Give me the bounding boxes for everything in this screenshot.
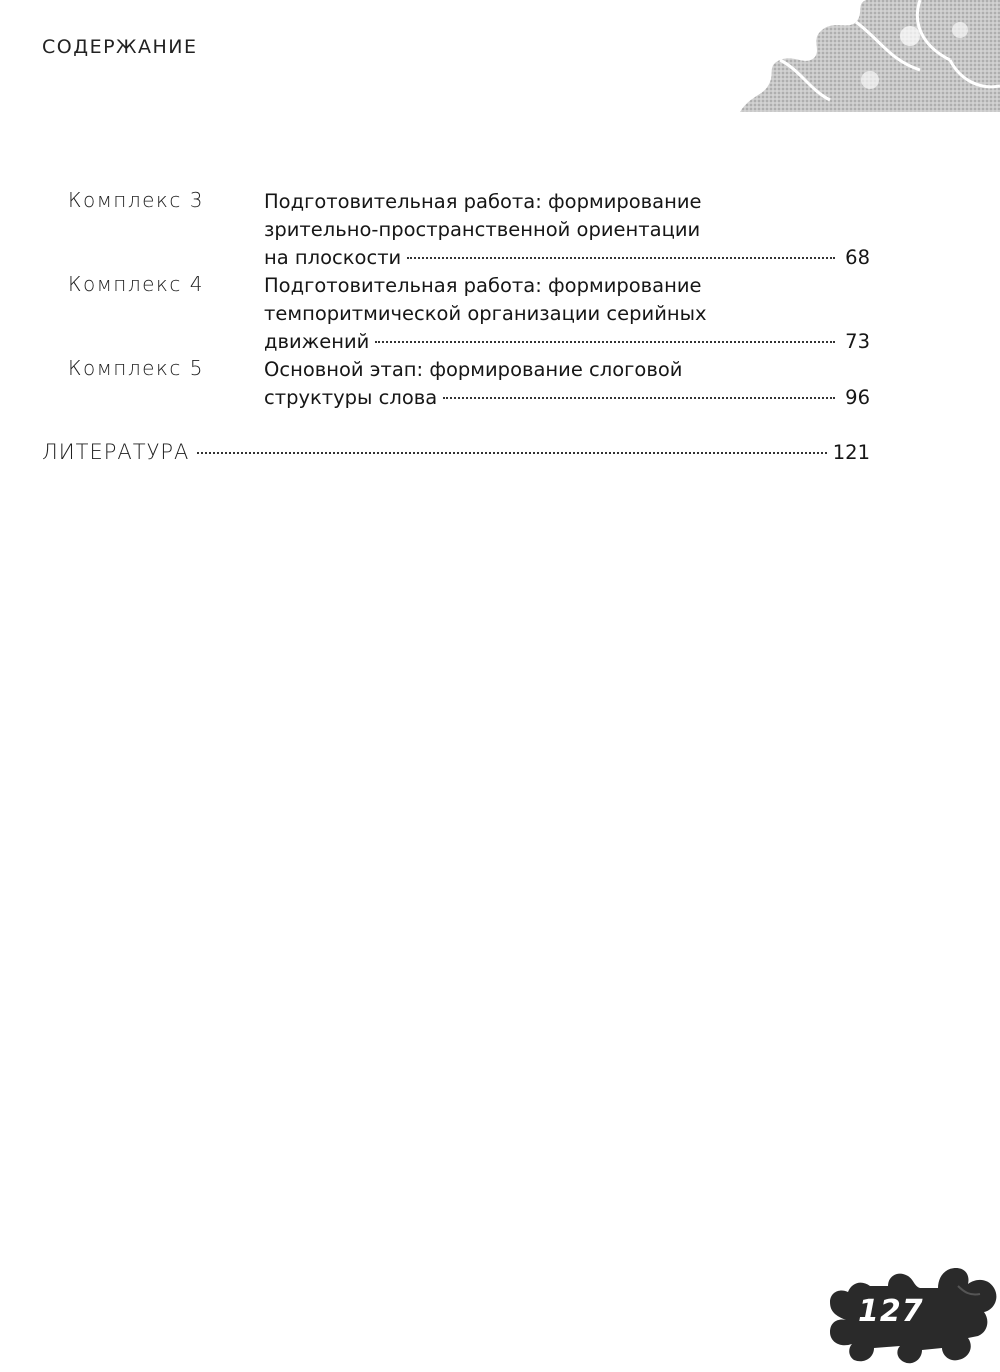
running-head: СОДЕРЖАНИЕ [42, 36, 198, 58]
toc-entry-literatura[interactable] [42, 440, 870, 464]
literature-title: ЛИТЕРАТУРА [42, 440, 190, 464]
toc-entry-page-number: 73 [845, 330, 870, 353]
dot-leader [375, 341, 835, 343]
toc-entry-title-line: Основной этап: формирование слоговой [264, 358, 683, 381]
toc-entry-title-line: Подготовительная работа: формирование [264, 190, 702, 213]
toc-entry-label: Комплекс 5 [68, 356, 204, 380]
dot-leader [197, 452, 826, 454]
puzzle-pieces-decoration-icon [710, 0, 1000, 112]
toc-entry-title-line: темпоритмической организации серийных [264, 302, 707, 325]
toc-entry-title-line: Подготовительная работа: формирование [264, 274, 702, 297]
toc-entry-label: Комплекс 4 [68, 272, 204, 296]
dot-leader [443, 397, 835, 399]
toc-entry-label: Комплекс 3 [68, 188, 204, 212]
toc-entry-title-line: структуры слова [264, 386, 438, 409]
toc-entry-page-number: 68 [845, 246, 870, 269]
toc-entry-page-number: 96 [845, 386, 870, 409]
toc-entry-title-line: на плоскости [264, 246, 402, 269]
page-number: 127 [858, 1294, 924, 1329]
literature-page-number: 121 [832, 441, 870, 464]
toc-entry-title-line: зрительно-пространственной ориентации [264, 218, 701, 241]
dot-leader [407, 257, 835, 259]
toc-entry-title-line: движений [264, 330, 370, 353]
